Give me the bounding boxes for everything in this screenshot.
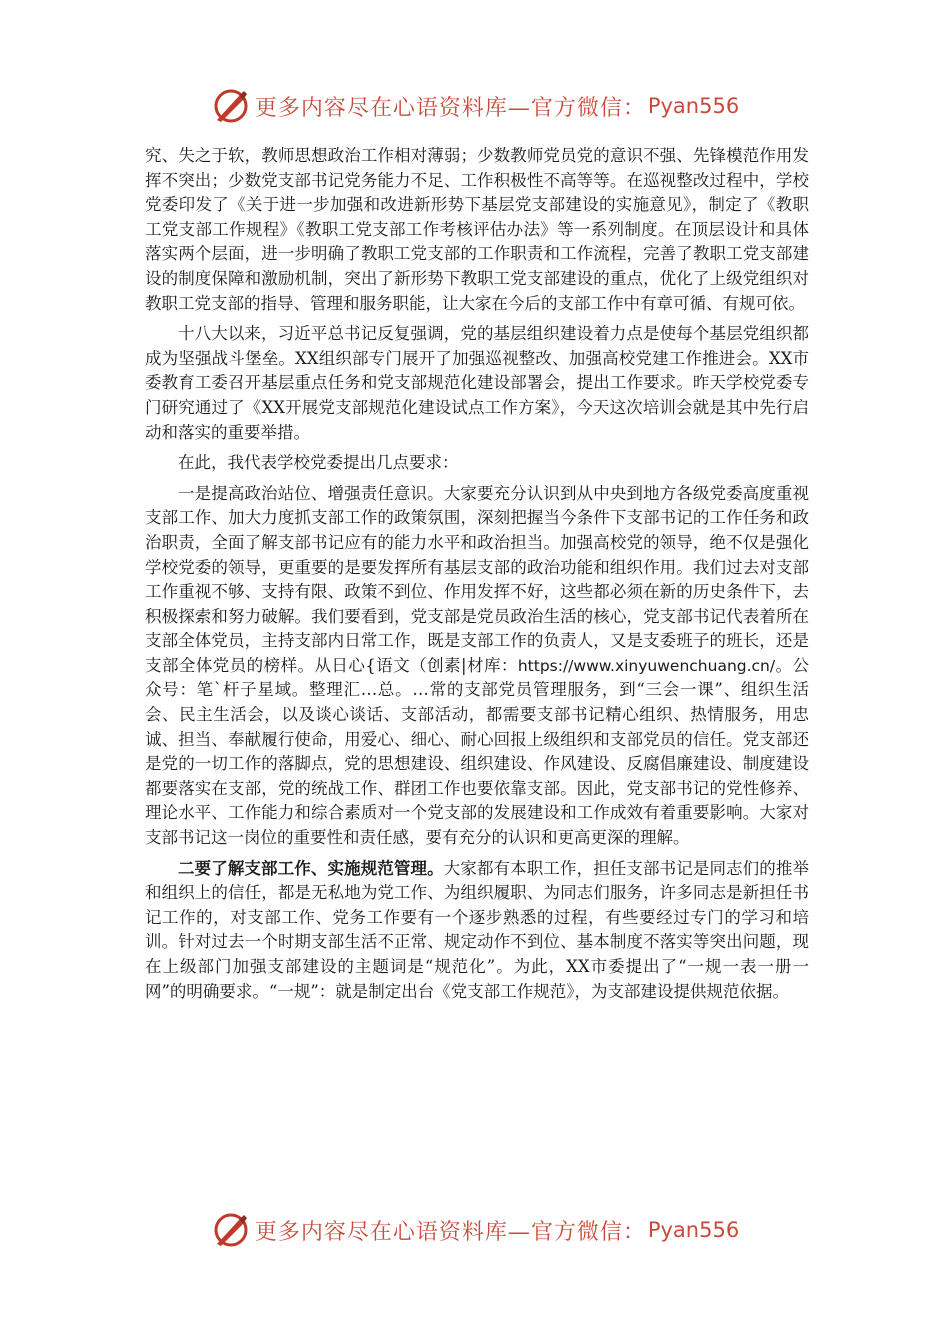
paragraph-5-heading: 二要了解支部工作、实施规范管理。 — [178, 858, 444, 878]
document-body — [145, 144, 809, 1010]
pen-logo-icon — [211, 86, 251, 126]
paragraph-3: 在此，我代表学校党委提出几点要求： — [178, 453, 459, 473]
banner-text: 更多内容尽在心语资料库—官方微信： — [254, 95, 646, 121]
paragraph-5 — [145, 857, 809, 1005]
paragraph-4 — [145, 482, 809, 851]
paragraph-4-text-b: 。公众号：笔`杆子星域。整理汇…总。…常的支部党员管理服务，到“三会一课”、组织生活会、民主生活会，以及谈心谈话、支部活动，都需要支部书记精心组织、热情服务，用忠诚、担当、奉献履行使命，用爱心、细心、耐心回报上级组织和支部党员的信任。党支部还是党的一切工作的落脚点，党的思想建设、组织建设、作风建设、反腐倡廉建设、制度建设都要落实在支部，党的统战工作、群团工作也要依靠支部。因此，党支部书记的党性修养、理论水平、工作能力和综合素质对一个党支部的发展建设和工作成效有着重要影响。大家对支部书记这一岗位的重要性和责任感，要有充分的认识和更高更深的理解。 — [145, 655, 810, 848]
paragraph-2: 十八大以来，习近平总书记反复强调，党的基层组织建设着力点是使每个基层党组织都成为坚强战斗堡垒。XX组织部专门展开了加强巡视整改、加强高校党建工作推进会。XX市委教育工委召开基层重点任务和党支部规范化建设部署会，提出工作要求。昨天学校党委专门研究通过了《XX开展党支部规范化建设试点工作方案》，今天这次培训会就是其中先行启动和落实的重要举措。 — [145, 324, 809, 442]
footer-banner — [0, 1210, 950, 1250]
pen-logo-icon — [211, 1210, 251, 1250]
paragraph-5-text: 大家都有本职工作，担任支部书记是同志们的推举和组织上的信任，都是无私地为党工作、为组织履职、为同志们服务，许多同志是新担任书记工作的，对支部工作、党务工作要有一个逐步熟悉的过程，有些要经过专门的学习和培训。针对过去一个时期支部生活不正常、规定动作不到位、基本制度不落实等突出问题，现在上级部门加强支部建设的主题词是“规范化”。为此，XX市委提出了“一规一表一册一网”的明确要求。“一规”：就是制定出台《党支部工作规范》，为支部建设提供规范依据。 — [145, 858, 810, 1001]
banner-text: 更多内容尽在心语资料库—官方微信： — [254, 1219, 646, 1245]
paragraph-4-text-a: 一是提高政治站位、增强责任意识。大家要充分认识到从中央到地方各级党委高度重视支部工作、加大力度抓支部工作的政策氛围，深刻把握当今条件下支部书记的工作任务和政治职责，全面了解支部书记应有的能力水平和政治担当。加强高校党的领导，绝不仅是强化学校党委的领导，更重要的是要发挥所有基层支部的政治功能和组织作用。我们过去对支部工作重视不够、支持有限、政策不到位、作用发挥不好，这些都必须在新的历史条件下，去积极探索和努力破解。我们要看到，党支部是党员政治生活的核心，党支部书记代表着所在支部全体党员，主持支部内日常工作，既是支部工作的负责人，又是支委班子的班长，还是支部全体党员的榜样。从日心{语文（创素|材库： — [145, 483, 809, 675]
header-banner — [0, 86, 950, 126]
paragraph-1: 究、失之于软，教师思想政治工作相对薄弱；少数教师党员党的意识不强、先锋模范作用发挥不突出；少数党支部书记党务能力不足、工作积极性不高等等。在巡视整改过程中，学校党委印发了《关于进一步加强和改进新形势下基层党支部建设的实施意见》，制定了《教职工党支部工作规程》《教职工党支部工作考核评估办法》等一系列制度。在顶层设计和具体落实两个层面，进一步明确了教职工党支部的工作职责和工作流程，完善了教职工党支部建设的制度保障和激励机制，突出了新形势下教职工党支部建设的重点，优化了上级党组织对教职工党支部的指导、管理和服务职能，让大家在今后的支部工作中有章可循、有规可依。 — [145, 146, 809, 313]
source-url-link[interactable]: https://www.xinyuwenchuang.cn/ — [517, 656, 776, 675]
banner-handle: Pyan556 — [647, 94, 740, 118]
banner-handle: Pyan556 — [647, 1218, 740, 1242]
